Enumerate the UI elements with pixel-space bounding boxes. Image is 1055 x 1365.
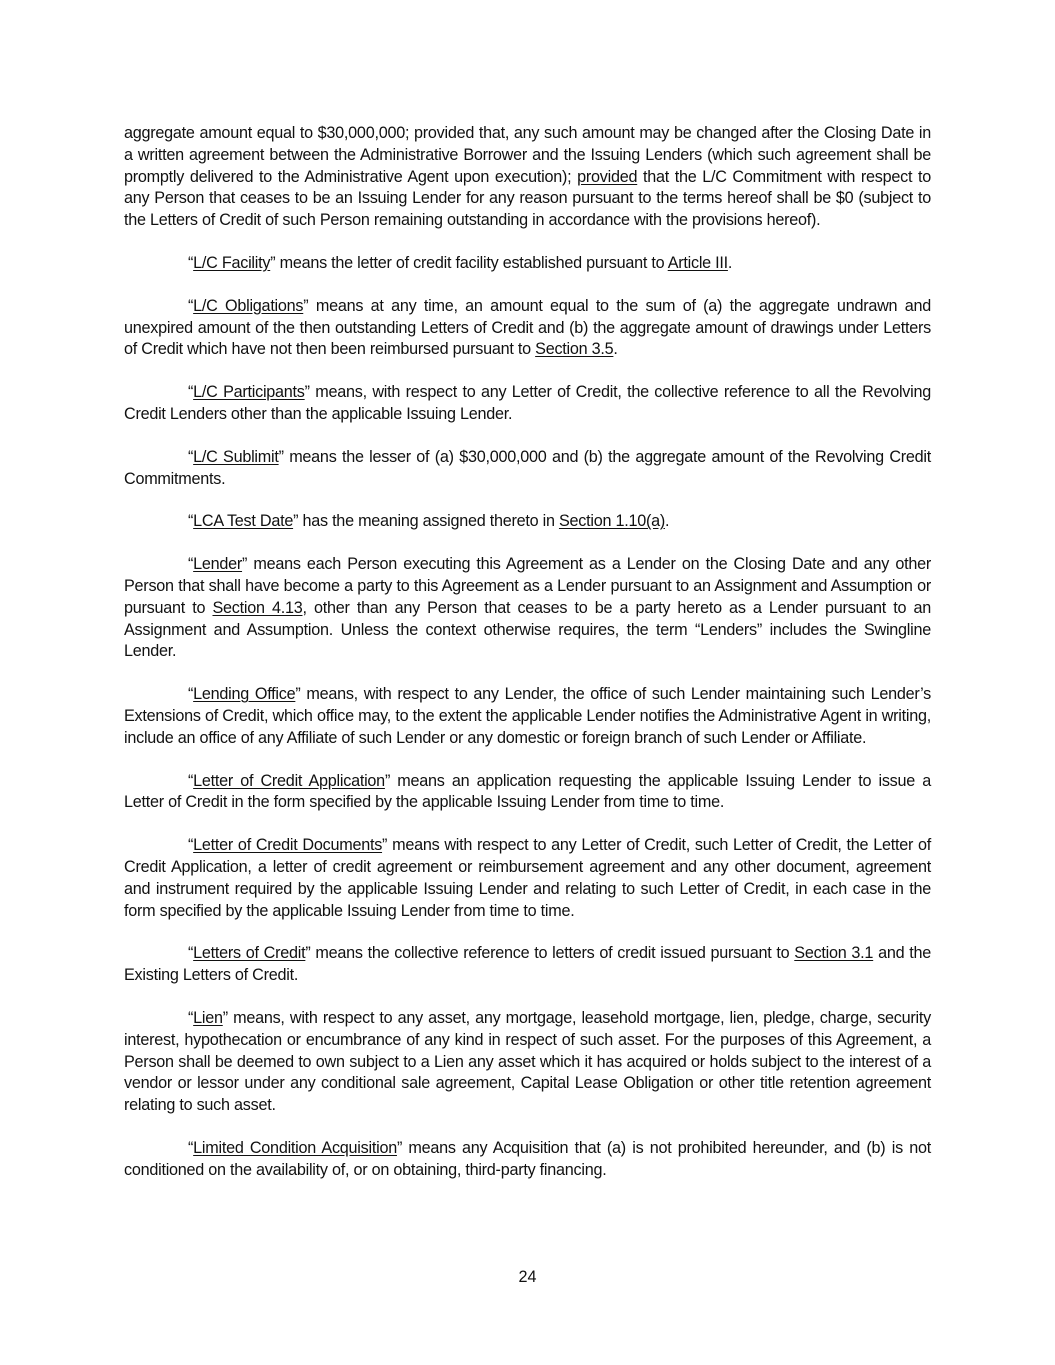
definition-paragraph xyxy=(124,771,931,815)
defined-term-or-reference: L/C Participants xyxy=(193,383,305,402)
paragraph-text: and the Existing Letters of Credit. xyxy=(124,944,931,985)
paragraph-text: ” means each Person executing this Agreement as a Lender on the Closing Date and any other Person that shall have become a party to this Agreement as a Lender pursuant to an Assignment and Assumption or pursuant to xyxy=(124,555,931,617)
paragraph-text: ” means an application requesting the applicable Issuing Lender to issue a Letter of Credit in the form specified by the applicable Issuing Lender from time to time. xyxy=(124,771,931,812)
definition-paragraph xyxy=(124,943,931,987)
defined-term-or-reference: L/C Obligations xyxy=(193,296,304,315)
paragraph-text: “ xyxy=(188,1008,194,1027)
paragraph-text: “ xyxy=(188,555,194,574)
paragraph-text: . xyxy=(664,512,670,531)
definition-paragraph xyxy=(124,511,931,533)
definition-paragraph xyxy=(124,253,931,275)
paragraph-text: “ xyxy=(188,771,194,790)
definition-paragraph xyxy=(124,835,931,922)
defined-term-or-reference: L/C Facility xyxy=(193,253,271,272)
defined-term-or-reference: Section 3.1 xyxy=(794,944,874,963)
defined-term-or-reference: Section 3.5 xyxy=(535,340,614,359)
defined-term-or-reference: Lien xyxy=(193,1008,223,1027)
paragraph-text: ” has the meaning assigned thereto in xyxy=(293,512,559,531)
paragraph-text: . xyxy=(613,340,618,359)
definition-paragraph xyxy=(124,296,931,361)
paragraph-text: “ xyxy=(188,512,194,531)
paragraph-text: ” means, with respect to any Lender, the office of such Lender maintaining such Lender’s Extensions of Credit, which office may, to the extent the applicable Lender notifies the Administrative Agent in writing, include an office of any Affiliate of such Lender or any domestic or foreign branch of such Lender or Affiliate. xyxy=(124,685,931,747)
paragraph-text: “ xyxy=(188,836,194,855)
paragraph-text: ” means the lesser of (a) $30,000,000 and (b) the aggregate amount of the Revolving Credit Commitments. xyxy=(124,447,931,488)
paragraph-text: ” means the letter of credit facility established pursuant to xyxy=(270,253,668,272)
paragraph-text: “ xyxy=(188,685,194,704)
defined-term-or-reference: Limited Condition Acquisition xyxy=(193,1138,397,1157)
paragraph-continuation xyxy=(124,123,931,232)
paragraph-text: ” means, with respect to any asset, any mortgage, leasehold mortgage, lien, pledge, charge, security interest, hypothecation or encumbrance of any kind in respect of such asset. For the purposes of this Agreement, a Person shall be deemed to own subject to a Lien any asset which it has acquired or holds subject to the interest of a vendor or lessor under any conditional sale agreement, Capital Lease Obligation or other title retention agreement relating to such asset. xyxy=(124,1008,931,1115)
paragraph-text: ” means at any time, an amount equal to the sum of (a) the aggregate undrawn and unexpired amount of the then outstanding Letters of Credit and (b) the aggregate amount of drawings under Letters of Credit which have not then been reimbursed pursuant to xyxy=(124,296,931,359)
defined-term-or-reference: Lending Office xyxy=(193,685,296,704)
paragraph-text: “ xyxy=(188,253,194,272)
defined-term-or-reference: LCA Test Date xyxy=(193,512,294,531)
definition-paragraph xyxy=(124,684,931,749)
definition-paragraph xyxy=(124,382,931,426)
document-body xyxy=(124,123,931,1202)
defined-term-or-reference: Section 1.10(a) xyxy=(558,512,665,531)
defined-term-or-reference: Lender xyxy=(193,555,243,574)
page-number: 24 xyxy=(518,1268,537,1286)
paragraph-text: ” means with respect to any Letter of Credit, such Letter of Credit, the Letter of Credit Application, a letter of credit agreement or reimbursement agreement and any other document, agreement and instrument required by the applicable Issuing Lender and relating to such Letter of Credit, in each case in the form specified by the applicable Issuing Lender from time to time. xyxy=(124,836,932,920)
paragraph-text: “ xyxy=(188,1138,194,1157)
defined-term-or-reference: Letter of Credit Documents xyxy=(193,836,383,855)
defined-term-or-reference: Letter of Credit Application xyxy=(193,771,385,790)
defined-term-or-reference: provided xyxy=(577,167,638,186)
paragraph-text: that the L/C Commitment with respect to any Person that ceases to be an Issuing Lender for any reason pursuant to the terms hereof shall be $0 (subject to the Letters of Credit of such Person remaining outstanding in accordance with the provisions hereof). xyxy=(124,167,931,230)
defined-term-or-reference: Letters of Credit xyxy=(193,944,306,963)
defined-term-or-reference: Article III xyxy=(667,253,728,272)
paragraph-text: ” means the collective reference to letters of credit issued pursuant to xyxy=(305,944,795,963)
paragraph-text: ” means any Acquisition that (a) is not prohibited hereunder, and (b) is not conditioned on the availability of, or on obtaining, third-party financing. xyxy=(124,1138,931,1179)
paragraph-text: ” means, with respect to any Letter of Credit, the collective reference to all the Revolving Credit Lenders other than the applicable Issuing Lender. xyxy=(124,383,931,423)
paragraph-text: , other than any Person that ceases to be a party hereto as a Lender pursuant to an Assignment and Assumption. Unless the context otherwise requires, the term “Lenders” includes the Swingline Lender. xyxy=(124,598,932,661)
paragraph-text: aggregate amount equal to $30,000,000; provided that, any such amount may be changed after the Closing Date in a written agreement between the Administrative Borrower and the Issuing Lenders (which such agreement shall be promptly delivered to the Administrative Agent upon execution); xyxy=(124,124,931,186)
defined-term-or-reference: Section 4.13 xyxy=(212,598,303,617)
paragraph-text: . xyxy=(727,253,733,272)
definition-paragraph xyxy=(124,1138,931,1182)
defined-term-or-reference: L/C Sublimit xyxy=(193,447,279,466)
definition-paragraph xyxy=(124,1008,931,1117)
definition-paragraph xyxy=(124,554,931,663)
paragraph-text: “ xyxy=(188,296,194,315)
paragraph-text: “ xyxy=(188,447,194,466)
paragraph-text: “ xyxy=(188,383,194,402)
definition-paragraph xyxy=(124,447,931,491)
paragraph-text: “ xyxy=(188,944,194,963)
